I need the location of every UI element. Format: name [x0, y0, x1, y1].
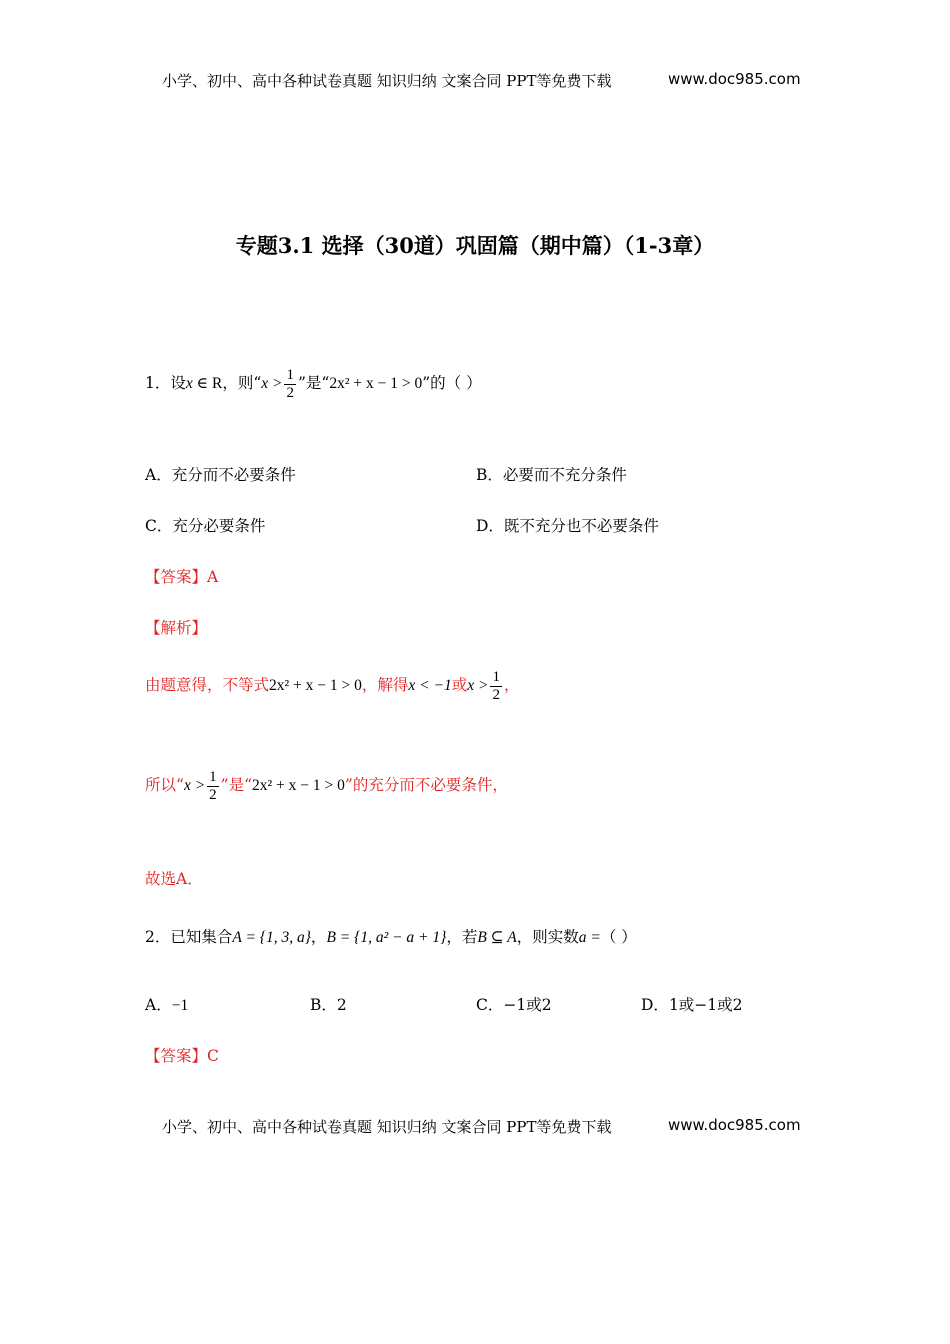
sol1-inequality: 2x² + x − 1 > 0 [269, 677, 362, 694]
q1-inequality: 2x² + x − 1 > 0 [329, 375, 423, 392]
q1-analysis-label: 【解析】 [145, 619, 208, 637]
q2-option-a[interactable] [145, 993, 188, 1015]
q1-in-r: ∈ R [192, 375, 223, 392]
q1-solution-line-1 [145, 668, 519, 704]
q2-number: 2．已知集合 [145, 928, 233, 946]
sol1-fraction [490, 669, 502, 704]
q2-cond-a: ，若 [446, 928, 478, 946]
q1-option-a[interactable]: A．充分而不必要条件 [145, 466, 296, 484]
sol1-x-gt: x > [467, 677, 489, 694]
sol1-frac-num: 1 [492, 668, 500, 685]
q1-frac-den: 2 [286, 384, 294, 401]
q1-x-gt: x > [261, 375, 283, 392]
q2-tail: （ ） [600, 928, 637, 946]
header-url[interactable]: www.doc985.com [668, 70, 801, 88]
sol2-text-b: ”是“ [220, 776, 253, 794]
q2-var-a: a = [578, 929, 601, 946]
footer-url[interactable]: www.doc985.com [668, 1116, 801, 1134]
sol2-frac-den: 2 [209, 786, 217, 803]
sol1-or: 或 [451, 676, 468, 694]
q1-solution-line-2 [145, 768, 508, 804]
sol2-fraction [207, 769, 219, 804]
q2-option-c[interactable] [476, 993, 552, 1015]
footer-banner [162, 1116, 612, 1137]
sol1-frac-den: 2 [492, 686, 500, 703]
sol1-end: ， [503, 676, 520, 694]
q2-subset: B ⊆ A [477, 929, 517, 946]
question-1 [145, 366, 482, 402]
question-2 [145, 920, 637, 955]
q2-answer: 【答案】C [145, 1047, 219, 1065]
q1-option-c[interactable]: C．充分必要条件 [145, 517, 266, 535]
q1-number: 1．设 [145, 374, 186, 392]
q1-var-x: x [185, 375, 193, 392]
q2-cond-b: ，则实数 [516, 928, 579, 946]
q2-comma: ， [310, 928, 327, 946]
header-banner [162, 70, 612, 91]
sol1-text-a: 由题意得，不等式 [145, 676, 270, 694]
q2-option-d-value: 1或−1或2 [668, 996, 743, 1014]
sol2-text-a: 所以“ [145, 776, 184, 794]
header-text: 小学、初中、高中各种试卷真题 知识归纳 文案合同 PPT等免费下载 [162, 72, 612, 90]
q1-option-d[interactable]: D．既不充分也不必要条件 [476, 517, 659, 535]
q2-option-a-label: A． [145, 996, 172, 1014]
q1-then: ，则“ [222, 374, 262, 392]
sol2-frac-num: 1 [209, 768, 217, 785]
q2-option-d[interactable] [641, 993, 743, 1015]
q1-fraction [284, 367, 296, 402]
sol2-inequality: 2x² + x − 1 > 0 [252, 777, 345, 794]
q2-option-c-label: C． [476, 996, 504, 1014]
q2-set-b: B = {1, a² − a + 1} [326, 929, 447, 946]
page-title: 专题3.1 选择（30道）巩固篇（期中篇）（1-3章） [235, 233, 715, 258]
sol1-x-lt: x < −1 [408, 677, 452, 694]
q1-frac-num: 1 [286, 366, 294, 383]
q1-tail: ”的（ ） [422, 374, 482, 392]
q1-option-b[interactable]: B．必要而不充分条件 [476, 466, 627, 484]
sol2-x-gt: x > [183, 777, 206, 794]
q2-option-d-label: D． [641, 996, 669, 1014]
q2-option-b[interactable]: B．2 [310, 996, 347, 1014]
q1-is: ”是“ [297, 374, 330, 392]
q2-set-a: A = {1, 3, a} [232, 929, 311, 946]
q2-option-a-value: −1 [171, 997, 189, 1014]
q1-answer: 【答案】A [145, 568, 219, 586]
q1-solution-line-3: 故选A． [145, 870, 203, 888]
q2-option-c-value: −1或2 [503, 996, 552, 1014]
sol2-text-c: ”的充分而不必要条件， [344, 776, 508, 794]
sol1-text-b: ，解得 [361, 676, 409, 694]
footer-text: 小学、初中、高中各种试卷真题 知识归纳 文案合同 PPT等免费下载 [162, 1118, 612, 1136]
